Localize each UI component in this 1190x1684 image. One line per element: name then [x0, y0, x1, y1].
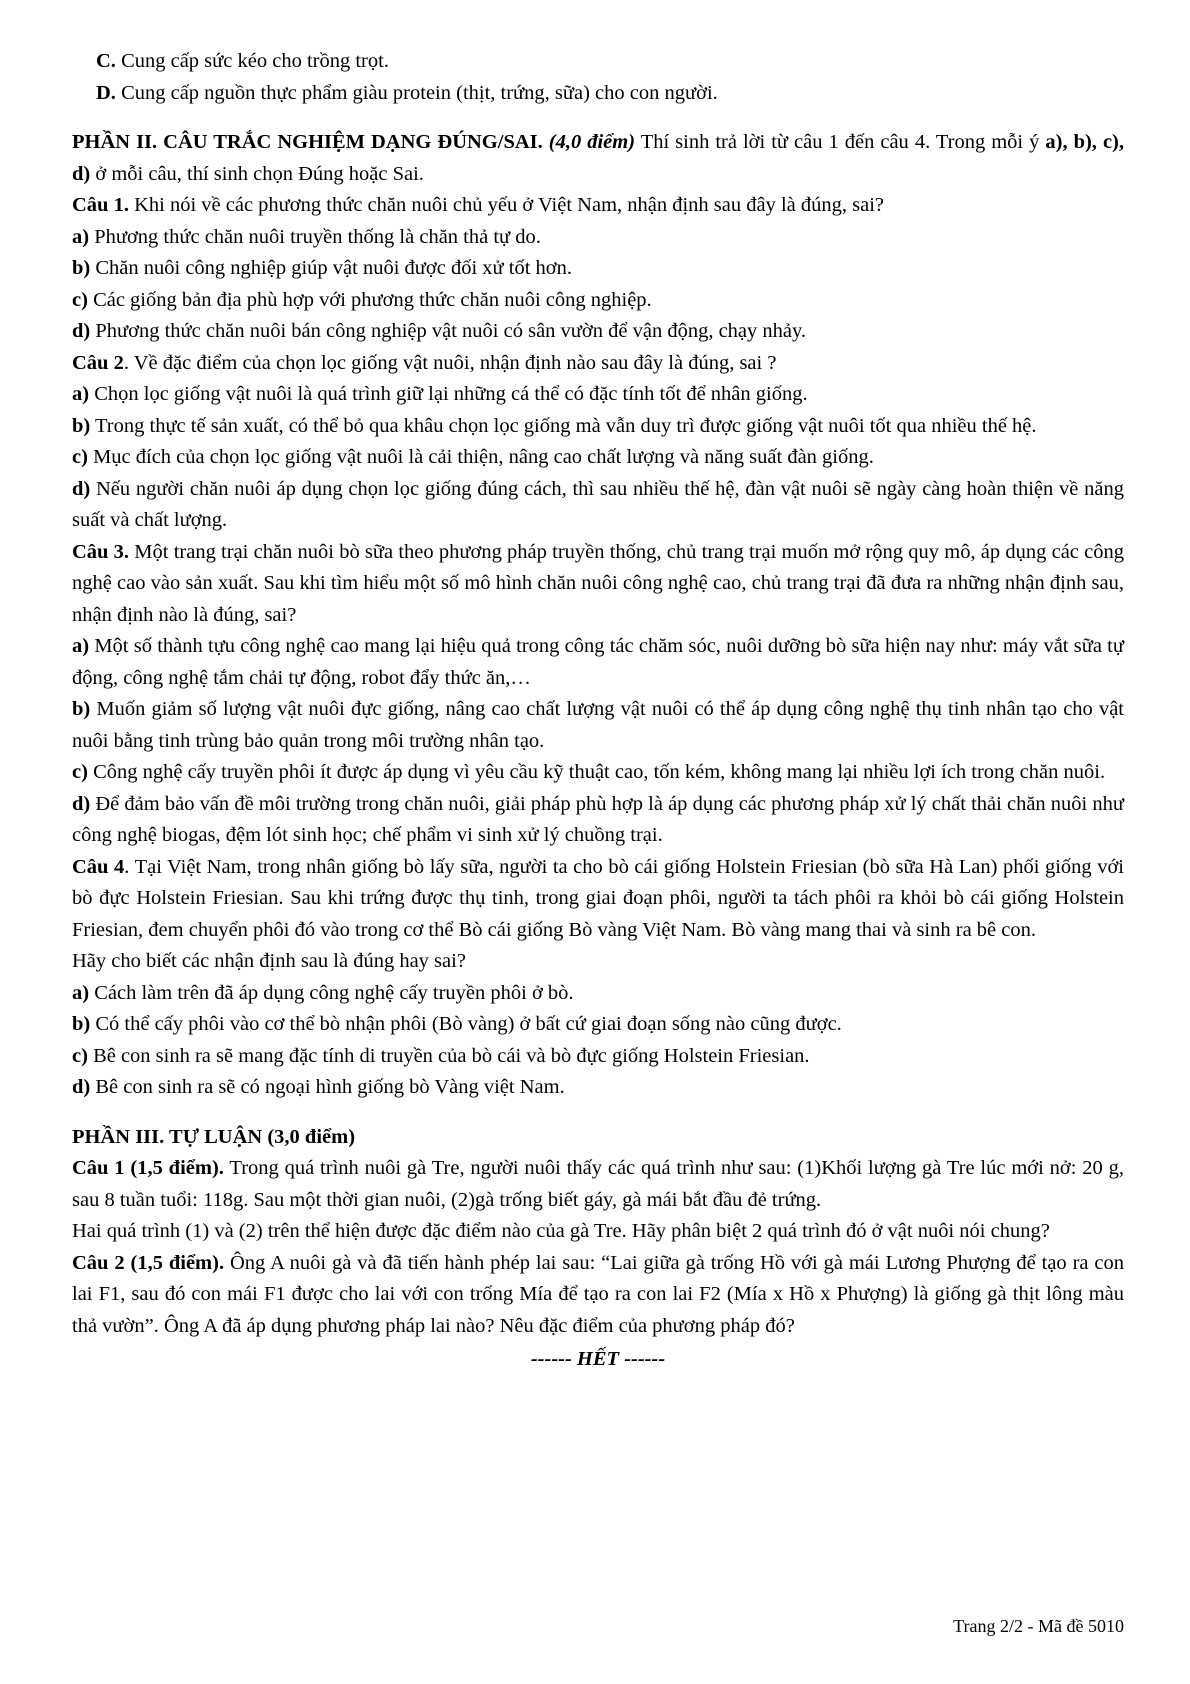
q1-item-c: c) Các giống bản địa phù hợp với phương thức chăn nuôi công nghiệp.	[72, 288, 652, 311]
option-c: C. Cung cấp sức kéo cho trồng trọt.	[96, 50, 389, 72]
q3-item-a: a) Một số thành tựu công nghệ cao mang lại hiệu quả trong công tác chăm sóc, nuôi dưỡng bò sữa hiện nay như: máy vắt sữa tự động, công nghệ tắm chải tự động, robot đẩy thức ăn,…	[72, 635, 1124, 689]
q2-item-b: b) Trong thực tế sản xuất, có thể bỏ qua khâu chọn lọc giống mà vẫn duy trì được giống vật nuôi tốt qua nhiều thế hệ.	[72, 414, 1037, 437]
exam-page	[72, 46, 1124, 1376]
q1-item-b: b) Chăn nuôi công nghiệp giúp vật nuôi được đối xử tốt hơn.	[72, 257, 572, 279]
q4-item-a: a) Cách làm trên đã áp dụng công nghệ cấy truyền phôi ở bò.	[72, 981, 574, 1004]
q1-item-a: a) Phương thức chăn nuôi truyền thống là chăn thả tự do.	[72, 225, 541, 248]
q2-stem: Câu 2. Về đặc điểm của chọn lọc giống vật nuôi, nhận định nào sau đây là đúng, sai ?	[72, 351, 777, 374]
q2-item-a: a) Chọn lọc giống vật nuôi là quá trình giữ lại những cá thể có đặc tính tốt để nhân giống.	[72, 383, 808, 405]
page-footer: Trang 2/2 - Mã đề 5010	[953, 1616, 1124, 1636]
q4-stem-2: Hãy cho biết các nhận định sau là đúng hay sai?	[72, 950, 466, 972]
q2-item-d: d) Nếu người chăn nuôi áp dụng chọn lọc giống đúng cách, thì sau nhiều thế hệ, đàn vật nuôi sẽ ngày càng hoàn thiện về năng suất và chất lượng.	[72, 477, 1124, 531]
q1-stem: Câu 1. Khi nói về các phương thức chăn nuôi chủ yếu ở Việt Nam, nhận định sau đây là đúng, sai?	[72, 194, 885, 216]
q4-item-d: d) Bê con sinh ra sẽ có ngoại hình giống bò Vàng việt Nam.	[72, 1076, 565, 1098]
q3-stem: Câu 3. Một trang trại chăn nuôi bò sữa theo phương pháp truyền thống, chủ trang trại muốn mở rộng quy mô, áp dụng các công nghệ cao vào sản xuất. Sau khi tìm hiểu một số mô hình chăn nuôi công nghệ cao, chủ trang trại đã đưa ra những nhận định sau, nhận định nào là đúng, sai?	[72, 540, 1124, 626]
q2-item-c: c) Mục đích của chọn lọc giống vật nuôi là cải thiện, nâng cao chất lượng và năng suất đàn giống.	[72, 446, 874, 468]
q3-item-d: d) Để đảm bảo vấn đề môi trường trong chăn nuôi, giải pháp phù hợp là áp dụng các phương pháp xử lý chất thải chăn nuôi như công nghệ biogas, đệm lót sinh học; chế phẩm vi sinh xử lý chuồng trại.	[72, 792, 1124, 846]
essay-q1-followup: Hai quá trình (1) và (2) trên thể hiện được đặc điểm nào của gà Tre. Hãy phân biệt 2 quá trình đó ở vật nuôi nói chung?	[72, 1220, 1050, 1242]
q3-item-c: c) Công nghệ cấy truyền phôi ít được áp dụng vì yêu cầu kỹ thuật cao, tốn kém, không mang lại nhiều lợi ích trong chăn nuôi.	[72, 761, 1106, 783]
essay-q2: Câu 2 (1,5 điểm). Ông A nuôi gà và đã tiến hành phép lai sau: “Lai giữa gà trống Hồ với gà mái Lương Phượng để tạo ra con lai F1, sau đó con mái F1 được cho lai với con trống Mía để tạo ra con lai F2 (Mía x Hồ x Phượng) là giống gà thịt lông màu thả vườn”. Ông A đã áp dụng phương pháp lai nào? Nêu đặc điểm của phương pháp đó?	[72, 1251, 1125, 1337]
q3-item-b: b) Muốn giảm số lượng vật nuôi đực giống, nâng cao chất lượng vật nuôi có thể áp dụng công nghệ thụ tinh nhân tạo cho vật nuôi bằng tinh trùng bảo quản trong môi trường nhân tạo.	[72, 698, 1124, 752]
q4-item-b: b) Có thể cấy phôi vào cơ thể bò nhận phôi (Bò vàng) ở bất cứ giai đoạn sống nào cũng được.	[72, 1013, 842, 1035]
q4-item-c: c) Bê con sinh ra sẽ mang đặc tính di truyền của bò cái và bò đực giống Holstein Friesian.	[72, 1044, 810, 1067]
option-d: D. Cung cấp nguồn thực phẩm giàu protein (thịt, trứng, sữa) cho con người.	[96, 81, 718, 104]
q1-item-d: d) Phương thức chăn nuôi bán công nghiệp vật nuôi có sân vườn để vận động, chạy nhảy.	[72, 320, 807, 342]
essay-q1: Câu 1 (1,5 điểm). Trong quá trình nuôi gà Tre, người nuôi thấy các quá trình như sau: (1)Khối lượng gà Tre lúc mới nở: 20 g, sau 8 tuần tuổi: 118g. Sau một thời gian nuôi, (2)gà trống biết gáy, gà mái bắt đầu đẻ trứng.	[72, 1157, 1124, 1211]
q4-stem: Câu 4. Tại Việt Nam, trong nhân giống bò lấy sữa, người ta cho bò cái giống Holstein Friesian (bò sữa Hà Lan) phối giống với bò đực Holstein Friesian. Sau khi trứng được thụ tinh, trong giai đoạn phôi, người ta tách phôi ra khỏi bò cái giống Holstein Friesian, đem chuyển phôi đó vào trong cơ thể Bò cái giống Bò vàng Việt Nam. Bò vàng mang thai và sinh ra bê con.	[72, 855, 1124, 941]
part2-heading: PHẦN II. CÂU TRẮC NGHIỆM DẠNG ĐÚNG/SAI. (4,0 điểm) Thí sinh trả lời từ câu 1 đến câu 4. Trong mỗi ý a), b), c), d) ở mỗi câu, thí sinh chọn Đúng hoặc Sai.	[72, 131, 1124, 185]
part3-heading: PHẦN III. TỰ LUẬN (3,0 điểm)	[72, 1125, 356, 1148]
end-mark: ------ HẾT ------	[530, 1348, 666, 1370]
